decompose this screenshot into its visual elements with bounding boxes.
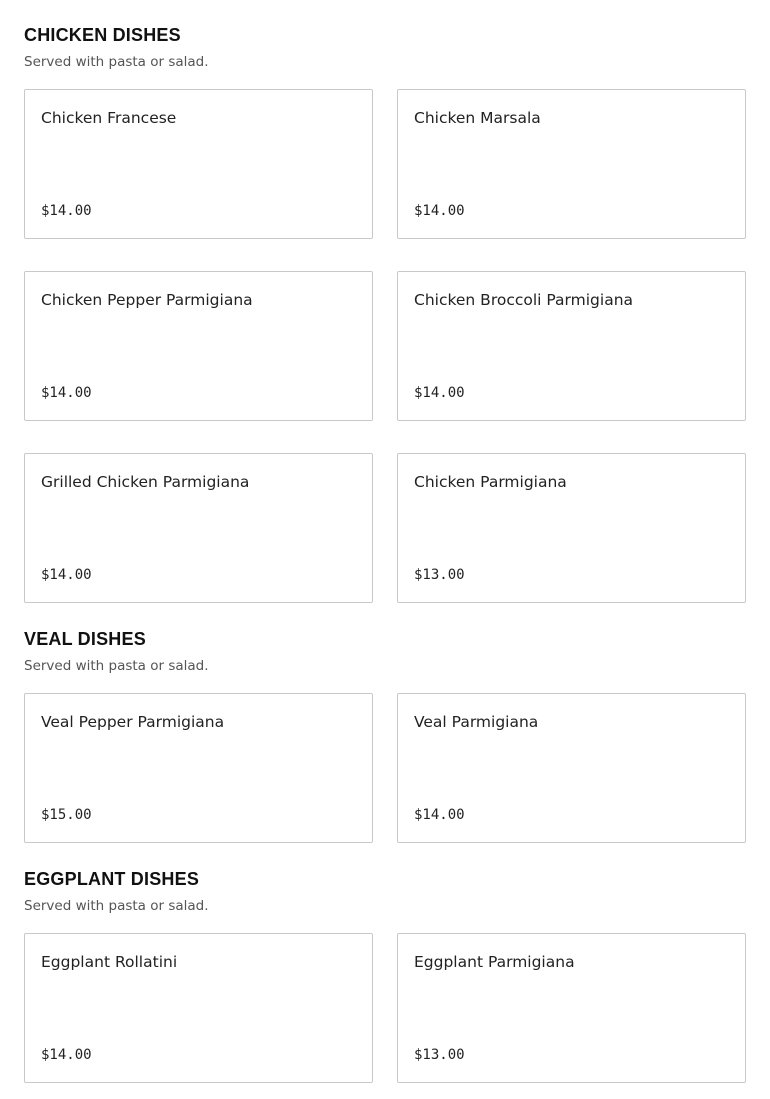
menu-item-chicken-parmigiana[interactable] xyxy=(397,453,746,603)
menu-item-name: Veal Parmigiana xyxy=(414,713,539,731)
section-title-veal: VEAL DISHES xyxy=(24,629,146,649)
section-title-chicken: CHICKEN DISHES xyxy=(24,25,181,45)
menu-item-price: $14.00 xyxy=(414,385,465,401)
menu-item-veal-pepper-parmigiana[interactable] xyxy=(24,693,373,843)
menu-item-name: Eggplant Rollatini xyxy=(41,953,178,971)
menu-item-price: $13.00 xyxy=(414,567,465,583)
menu-item-price: $14.00 xyxy=(41,1047,92,1063)
menu-item-name: Chicken Broccoli Parmigiana xyxy=(414,291,634,309)
menu-item-eggplant-rollatini[interactable] xyxy=(24,933,373,1083)
menu-item-chicken-francese[interactable] xyxy=(24,89,373,239)
menu-item-price: $14.00 xyxy=(41,567,92,583)
menu-item-name: Chicken Parmigiana xyxy=(414,473,567,491)
menu-item-name: Chicken Pepper Parmigiana xyxy=(41,291,253,309)
menu-item-price: $14.00 xyxy=(414,203,465,219)
menu-item-price: $15.00 xyxy=(41,807,92,823)
menu-item-name: Chicken Marsala xyxy=(414,109,541,127)
menu-item-eggplant-parmigiana[interactable] xyxy=(397,933,746,1083)
menu-item-name: Eggplant Parmigiana xyxy=(414,953,575,971)
menu-item-price: $14.00 xyxy=(41,203,92,219)
menu-item-name: Grilled Chicken Parmigiana xyxy=(41,473,250,491)
menu-item-price: $14.00 xyxy=(414,807,465,823)
section-subtitle-eggplant: Served with pasta or salad. xyxy=(24,898,209,914)
menu-item-chicken-marsala[interactable] xyxy=(397,89,746,239)
menu-item-price: $13.00 xyxy=(414,1047,465,1063)
section-subtitle-chicken: Served with pasta or salad. xyxy=(24,54,209,70)
menu-item-name: Chicken Francese xyxy=(41,109,177,127)
menu-item-chicken-pepper-parmigiana[interactable] xyxy=(24,271,373,421)
menu-item-name: Veal Pepper Parmigiana xyxy=(41,713,225,731)
menu-item-price: $14.00 xyxy=(41,385,92,401)
menu-item-chicken-broccoli-parmigiana[interactable] xyxy=(397,271,746,421)
menu-item-veal-parmigiana[interactable] xyxy=(397,693,746,843)
section-subtitle-veal: Served with pasta or salad. xyxy=(24,658,209,674)
menu-item-grilled-chicken-parmigiana[interactable] xyxy=(24,453,373,603)
section-title-eggplant: EGGPLANT DISHES xyxy=(24,869,200,889)
